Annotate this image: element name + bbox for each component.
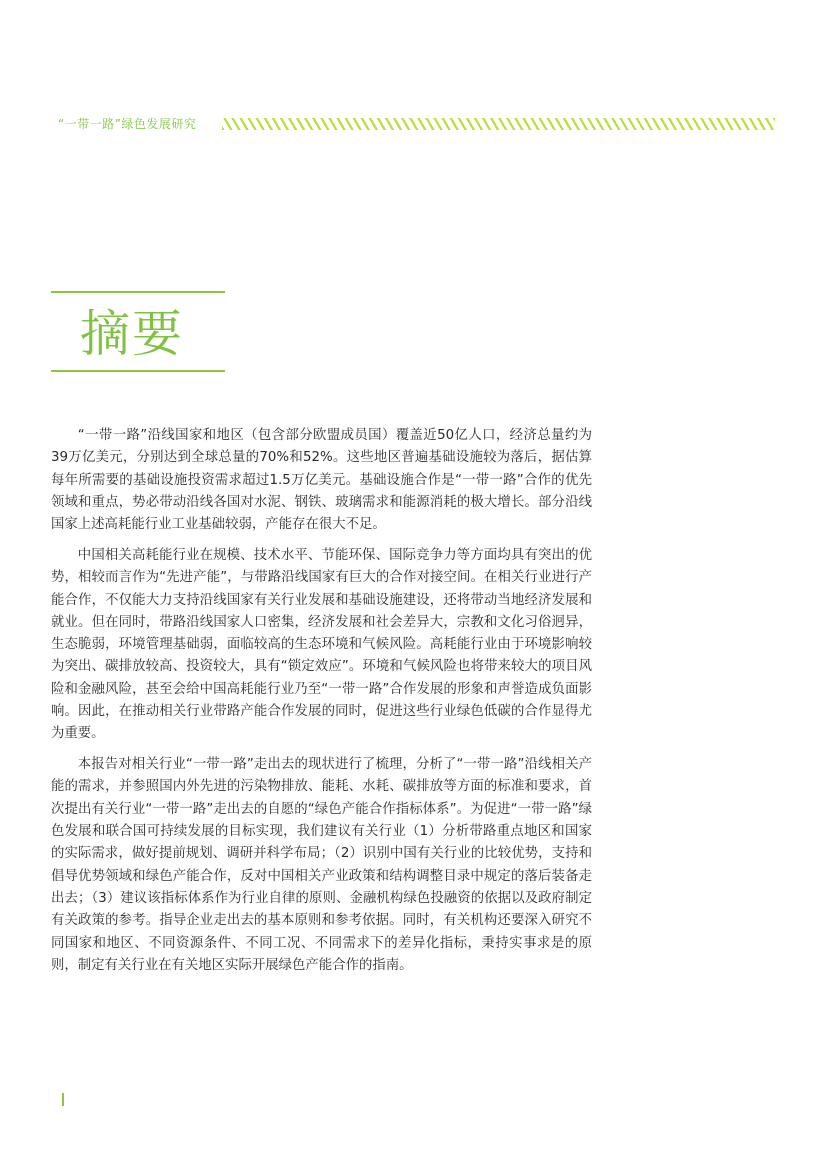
- title-bottom-rule: [51, 370, 225, 372]
- paragraph: 本报告对相关行业“一带一路”走出去的现状进行了梳理，分析了“一带一路”沿线相关产能的需求，并参照国内外先进的污染物排放、能耗、水耗、碳排放等方面的标准和要求，首次提出有关行业“一带一路”走出去的自愿的“绿色产能合作指标体系”。为促进“一带一路”绿色发展和联合国可持续发展的目标实现，我们建议有关行业（1）分析带路重点地区和国家的实际需求，做好提前规划、调研并科学布局；（2）识别中国有关行业的比较优势，支持和倡导优势领域和绿色产能合作，反对中国相关产业政策和结构调整目录中规定的落后装备走出去；（3）建议该指标体系作为行业自律的原则、金融机构绿色投融资的依据以及政府制定有关政策的参考。指导企业走出去的基本原则和参考依据。同时，有关机构还要深入研究不同国家和地区、不同资源条件、不同工况、不同需求下的差异化指标，秉持实事求是的原则，制定有关行业在有关地区实际开展绿色产能合作的指南。: [51, 757, 592, 973]
- running-header-title: “一带一路”绿色发展研究: [58, 117, 197, 131]
- page-number-marker: [62, 1093, 64, 1106]
- title-top-rule: [51, 291, 225, 293]
- abstract-body: [51, 425, 592, 986]
- paragraph: 中国相关高耗能行业在规模、技术水平、节能环保、国际竞争力等方面均具有突出的优势，相较而言作为“先进产能”，与带路沿线国家有巨大的合作对接空间。在相关行业进行产能合作，不仅能大力支持沿线国家有关行业发展和基础设施建设，还将带动当地经济发展和就业。但在同时，带路沿线国家人口密集，经济发展和社会差异大，宗教和文化习俗迥异，生态脆弱，环境管理基础弱，面临较高的生态环境和气候风险。高耗能行业由于环境影响较为突出、碳排放较高、投资较大，具有“锁定效应”。环境和气候风险也将带来较大的项目风险和金融风险，甚至会给中国高耗能行业乃至“一带一路”合作发展的形象和声誉造成负面影响。因此，在推动相关行业带路产能合作发展的同时，促进这些行业绿色低碳的合作显得尤为重要。: [51, 547, 592, 742]
- page-title: 摘要: [80, 305, 184, 363]
- paragraph: “一带一路”沿线国家和地区（包含部分欧盟成员国）覆盖近50亿人口，经济总量约为39万亿美元，分别达到全球总量的70%和52%。这些地区普遍基础设施较为落后，据估算每年所需要的基础设施投资需求超过1.5万亿美元。基础设施合作是“一带一路”合作的优先领域和重点，势必带动沿线各国对水泥、钢铁、玻璃需求和能源消耗的极大增长。部分沿线国家上述高耗能行业工业基础较弱，产能存在很大不足。: [51, 428, 592, 533]
- header-stripe-decoration: [222, 118, 775, 130]
